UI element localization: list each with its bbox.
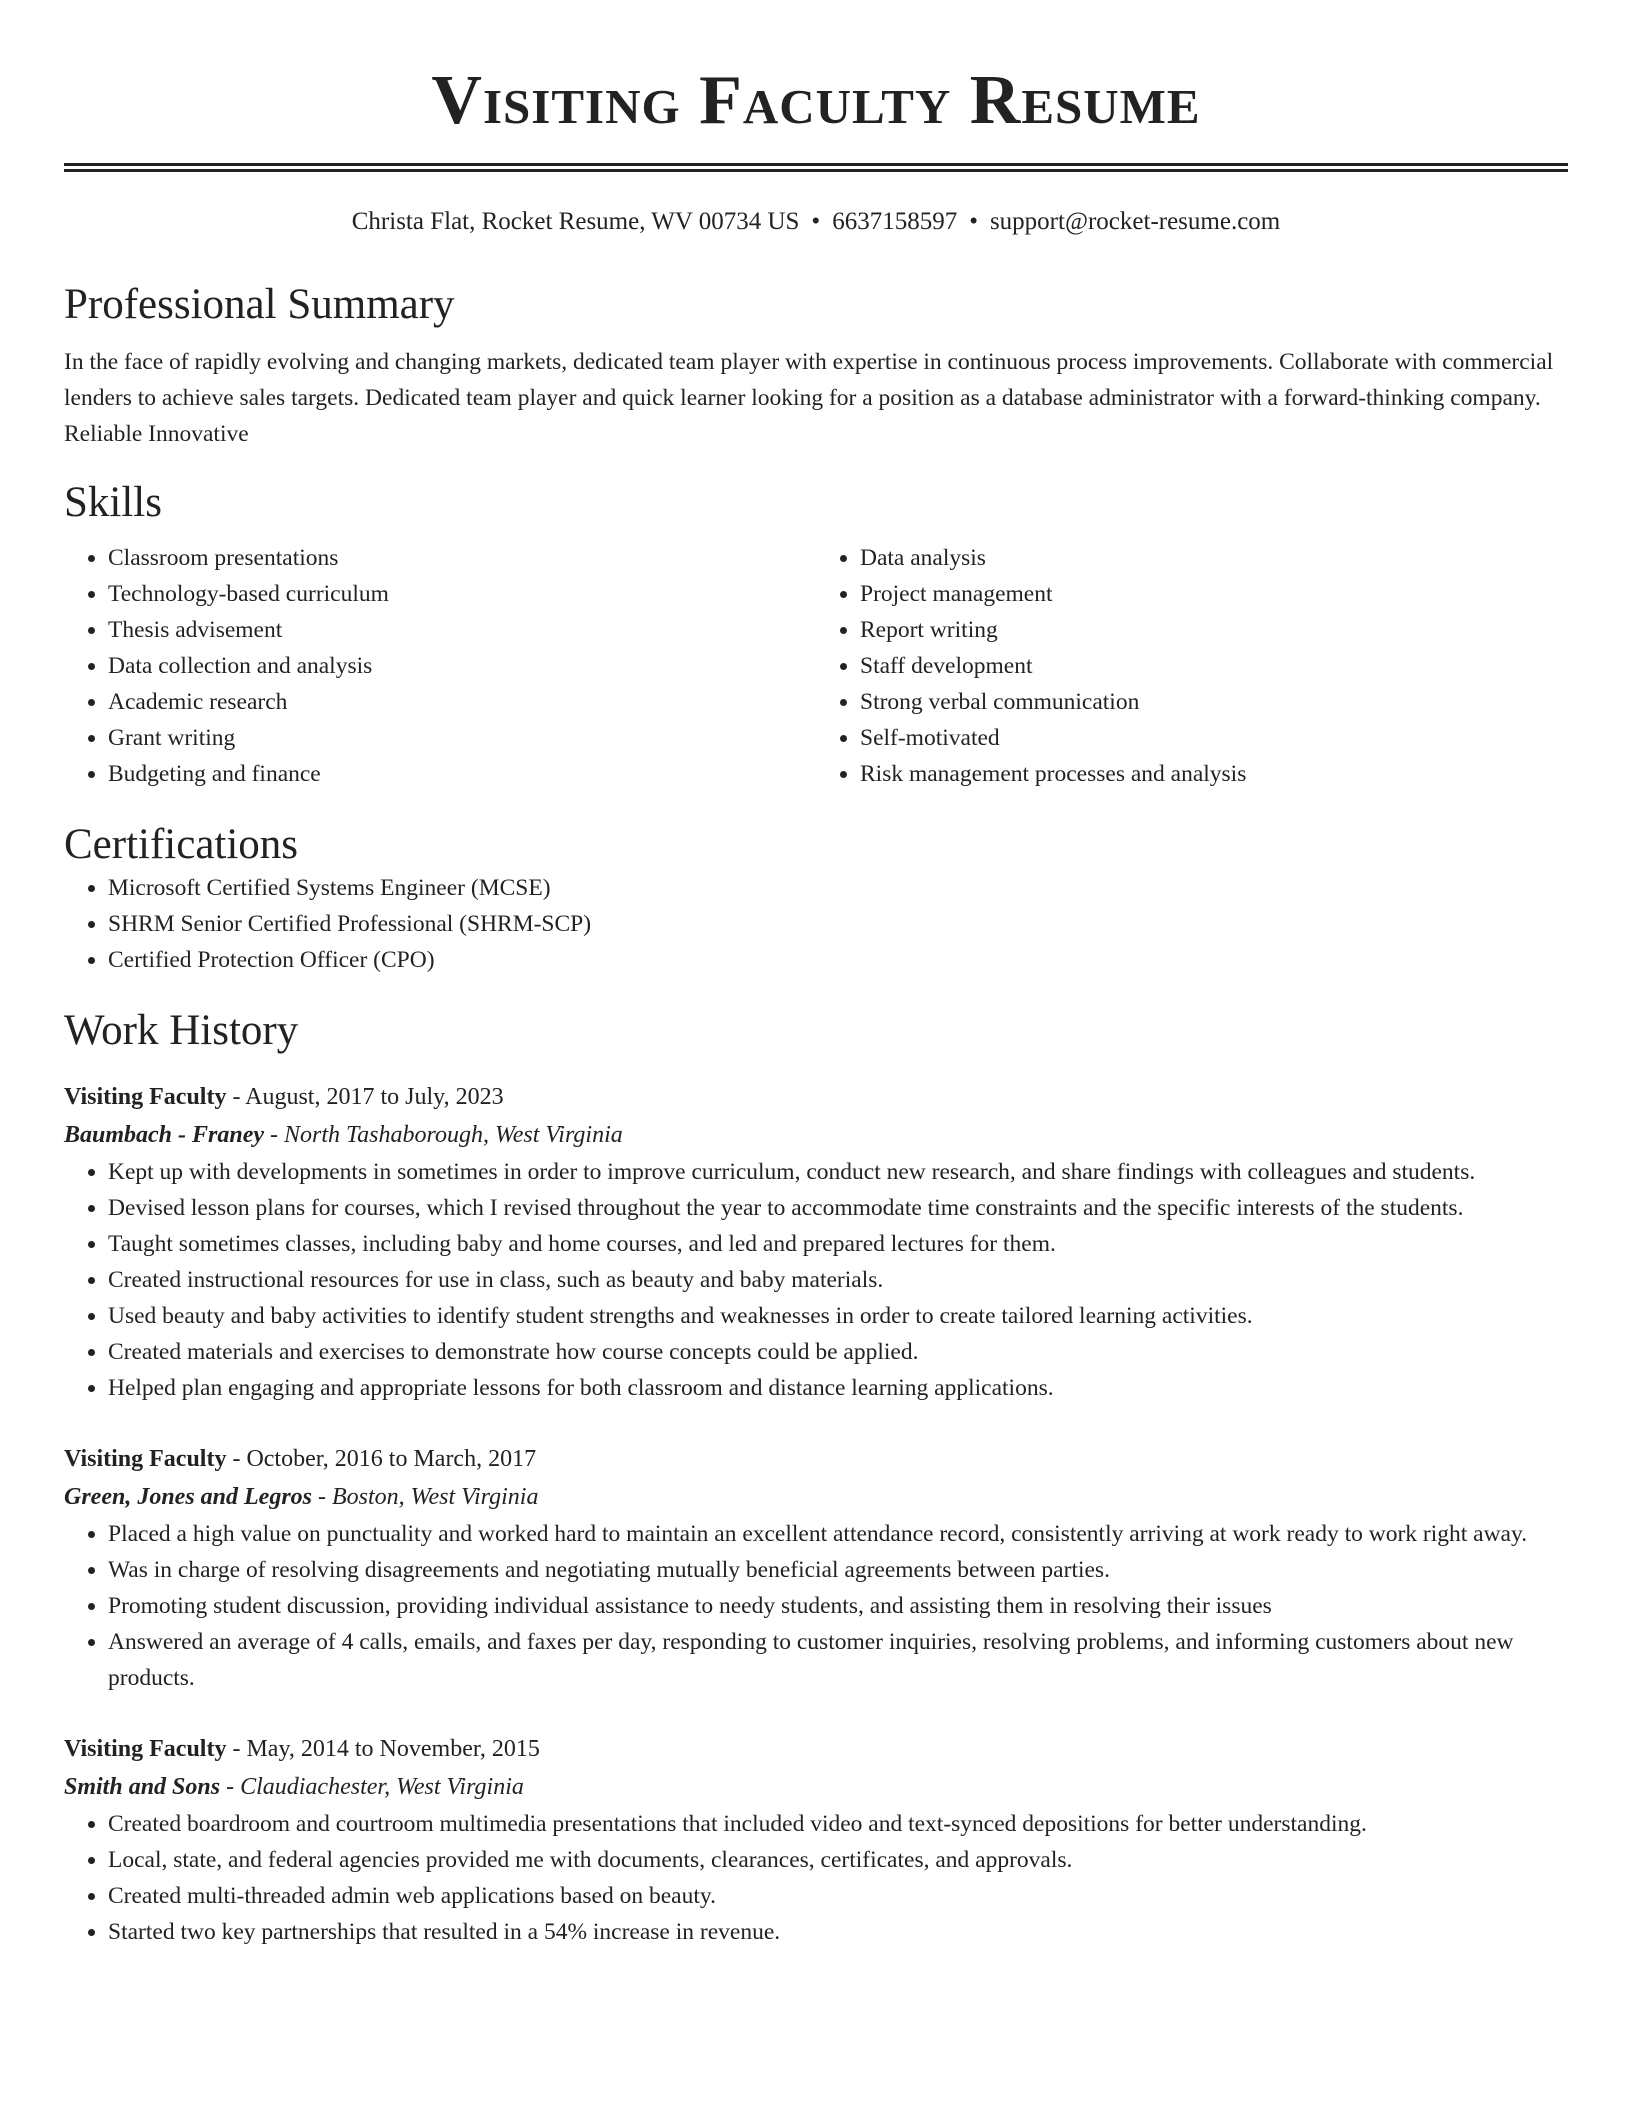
skills-column-left <box>64 540 816 792</box>
list-item: • SHRM Senior Certified Professional (SHRM-SCP) <box>108 906 1568 942</box>
job-location: - North Tashaborough, West Virginia <box>264 1122 623 1148</box>
job-location: - Boston, West Virginia <box>312 1484 539 1510</box>
skills-heading: Skills <box>64 479 162 526</box>
job-company: Baumbach - Franey <box>64 1122 265 1148</box>
list-item: • Local, state, and federal agencies provided me with documents, clearances, certificates, and approvals. <box>108 1842 1568 1878</box>
list-item: • Data analysis <box>860 540 1568 576</box>
list-item: • Promoting student discussion, providing individual assistance to needy students, and assisting them in resolving their issues <box>108 1588 1568 1624</box>
summary-heading: Professional Summary <box>64 281 455 328</box>
job-company-line <box>64 1116 1568 1154</box>
work-history-list <box>64 1078 1568 1950</box>
title-divider <box>64 163 1568 172</box>
list-item: • Classroom presentations <box>108 540 816 576</box>
list-item: • Was in charge of resolving disagreements and negotiating mutually beneficial agreements between parties. <box>108 1552 1568 1588</box>
list-item: • Technology-based curriculum <box>108 576 816 612</box>
job-company-line <box>64 1478 1568 1516</box>
list-item: • Project management <box>860 576 1568 612</box>
list-item: • Self-motivated <box>860 720 1568 756</box>
contact-phone[interactable]: 6637158597 <box>832 208 958 235</box>
job-bullets <box>64 1806 1568 1950</box>
skills-list-right <box>816 540 1568 792</box>
list-item: • Created multi-threaded admin web applications based on beauty. <box>108 1878 1568 1914</box>
contact-line <box>64 206 1568 238</box>
list-item: • Microsoft Certified Systems Engineer (MCSE) <box>108 870 1568 906</box>
list-item: • Created instructional resources for use in class, such as beauty and baby materials. <box>108 1262 1568 1298</box>
job-location: - Claudiachester, West Virginia <box>220 1774 524 1800</box>
contact-separator: • <box>811 208 821 235</box>
certifications-list <box>64 870 1568 978</box>
job-company: Green, Jones and Legros <box>64 1484 313 1510</box>
list-item: • Report writing <box>860 612 1568 648</box>
job-company: Smith and Sons <box>64 1774 221 1800</box>
list-item: • Kept up with developments in sometimes in order to improve curriculum, conduct new research, and share findings with colleagues and students. <box>108 1154 1568 1190</box>
list-item: • Data collection and analysis <box>108 648 816 684</box>
job-company-line <box>64 1768 1568 1806</box>
job-title-line <box>64 1078 1568 1116</box>
summary-text: In the face of rapidly evolving and changing markets, dedicated team player with expertise in continuous process improvements. Collaborate with commercial lenders to achieve sales targets. Dedicated team player and quick learner looking for a position as a database administrator with a forward-thinking company. Reliable Innovative <box>64 349 1554 447</box>
job-entry <box>64 1078 1568 1406</box>
list-item: • Certified Protection Officer (CPO) <box>108 942 1568 978</box>
contact-separator: • <box>969 208 978 235</box>
certifications-heading: Certifications <box>64 821 299 868</box>
list-item: • Staff development <box>860 648 1568 684</box>
job-bullets <box>64 1516 1568 1696</box>
document-title: Visiting Faculty Resume <box>431 62 1201 139</box>
job-entry <box>64 1440 1568 1696</box>
list-item: • Risk management processes and analysis <box>860 756 1568 792</box>
job-dates: - October, 2016 to March, 2017 <box>226 1446 537 1472</box>
job-title: Visiting Faculty <box>64 1446 227 1472</box>
list-item: • Thesis advisement <box>108 612 816 648</box>
skills-list-left <box>64 540 816 792</box>
list-item: • Answered an average of 4 calls, emails, and faxes per day, responding to customer inquiries, resolving problems, and informing customers about new products. <box>108 1624 1568 1696</box>
job-title: Visiting Faculty <box>64 1084 227 1110</box>
job-bullets <box>64 1154 1568 1406</box>
job-entry <box>64 1730 1568 1950</box>
skills-grid <box>64 540 1568 792</box>
job-dates: - May, 2014 to November, 2015 <box>226 1736 540 1762</box>
list-item: • Taught sometimes classes, including baby and home courses, and led and prepared lectures for them. <box>108 1226 1568 1262</box>
list-item: • Helped plan engaging and appropriate lessons for both classroom and distance learning applications. <box>108 1370 1568 1406</box>
job-title-line <box>64 1440 1568 1478</box>
job-title-line <box>64 1730 1568 1768</box>
list-item: • Budgeting and finance <box>108 756 816 792</box>
skills-column-right <box>816 540 1568 792</box>
list-item: • Started two key partnerships that resulted in a 54% increase in revenue. <box>108 1914 1568 1950</box>
contact-email[interactable]: support@rocket-resume.com <box>989 208 1281 235</box>
list-item: • Grant writing <box>108 720 816 756</box>
contact-address: Christa Flat, Rocket Resume, WV 00734 US <box>351 208 800 235</box>
work-history-heading: Work History <box>64 1007 299 1054</box>
list-item: • Created materials and exercises to demonstrate how course concepts could be applied. <box>108 1334 1568 1370</box>
job-dates: - August, 2017 to July, 2023 <box>226 1084 504 1110</box>
list-item: • Created boardroom and courtroom multimedia presentations that included video and text-synced depositions for better understanding. <box>108 1806 1568 1842</box>
list-item: • Academic research <box>108 684 816 720</box>
list-item: • Placed a high value on punctuality and worked hard to maintain an excellent attendance record, consistently arriving at work ready to work right away. <box>108 1516 1568 1552</box>
list-item: • Devised lesson plans for courses, which I revised throughout the year to accommodate time constraints and the specific interests of the students. <box>108 1190 1568 1226</box>
list-item: • Used beauty and baby activities to identify student strengths and weaknesses in order to create tailored learning activities. <box>108 1298 1568 1334</box>
list-item: • Strong verbal communication <box>860 684 1568 720</box>
job-title: Visiting Faculty <box>64 1736 227 1762</box>
